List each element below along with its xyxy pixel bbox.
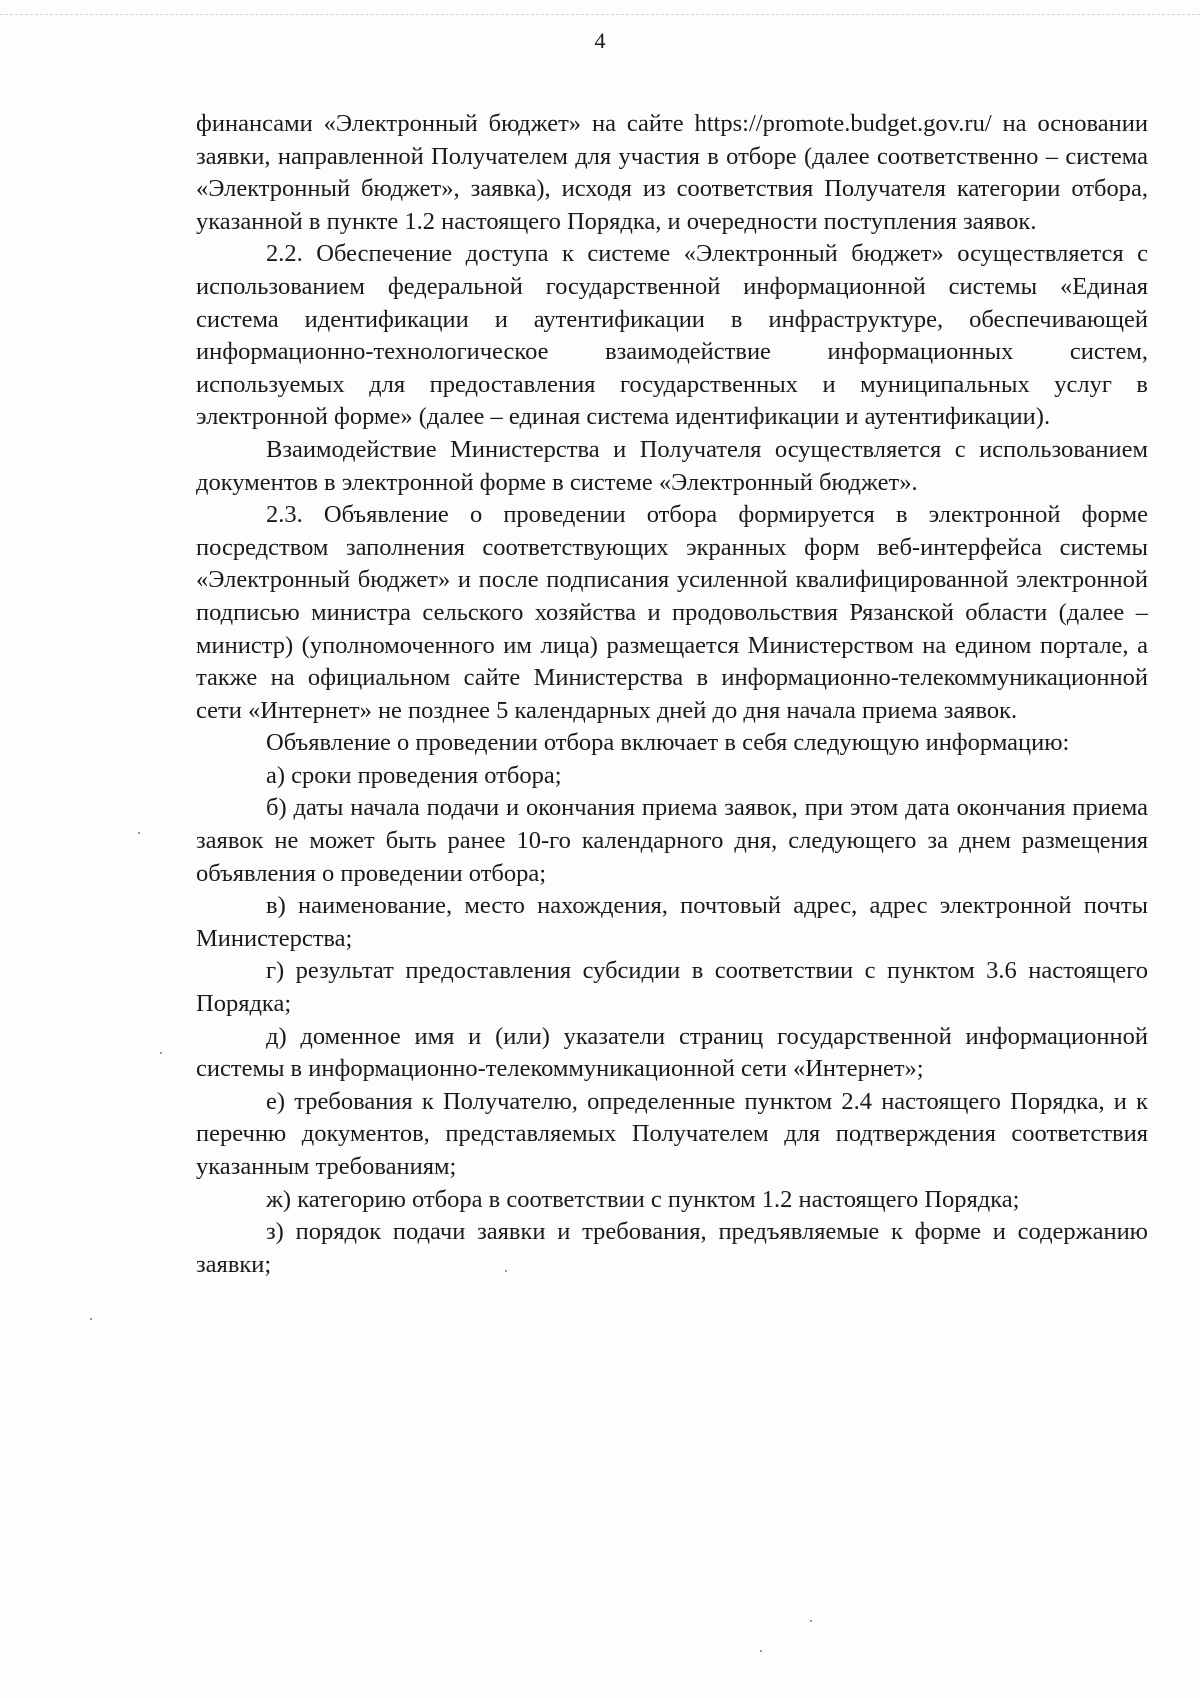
list-item-v: в) наименование, место нахождения, почтовый адрес, адрес электронной почты Министерства;	[196, 892, 1148, 952]
list-item-b: б) даты начала подачи и окончания приема заявок, при этом дата окончания приема заявок не может быть ранее 10-го календарного дня, следующего за днем размещения объявления о проведении отбора;	[196, 794, 1148, 887]
scan-speck	[90, 1318, 92, 1320]
paragraph-interaction: Взаимодействие Министерства и Получателя осуществляется с использованием документов в электронной форме в системе «Электронный бюджет».	[196, 435, 1148, 496]
scan-speck	[810, 1620, 812, 1622]
list-item-d: д) доменное имя и (или) указатели страниц государственной информационной системы в информационно-телекоммуникационной сети «Интернет»;	[196, 1022, 1148, 1083]
list-item-z: з) порядок подачи заявки и требования, предъявляемые к форме и содержанию заявки;	[196, 1218, 1148, 1278]
paragraph-continuation: финансами «Электронный бюджет» на сайте https://promote.budget.gov.ru/ на основании заявки, направленной Получателем для участия в отборе (далее соответственно – система «Электронный бюджет», заявка), исходя из соответствия Получателя категории отбора, указанной в пункте 1.2 настоящего Порядка, и очередности поступления заявок.	[196, 110, 1148, 235]
paragraph-2-3: 2.3. Объявление о проведении отбора формируется в электронной форме посредством заполнения соответствующих экранных форм веб-интерфейса системы «Электронный бюджет» и после подписания усиленной квалифицированной электронной подписью министра сельского хозяйства и продовольствия Рязанской области (далее – министр) (уполномоченного им лица) размещается Министерством на едином портале, а также на официальном сайте Министерства в информационно-телекоммуникационной сети «Интернет» не позднее 5 календарных дней до дня начала приема заявок.	[196, 501, 1148, 724]
scan-edge-artifact	[0, 14, 1200, 21]
scan-speck	[138, 832, 140, 834]
list-item-e: е) требования к Получателю, определенные пунктом 2.4 настоящего Порядка, и к перечню документов, представляемых Получателем для подтверждения соответствия указанным требованиям;	[196, 1087, 1148, 1180]
paragraph-2-2: 2.2. Обеспечение доступа к системе «Электронный бюджет» осуществляется с использованием федеральной государственной информационной системы «Единая система идентификации и аутентификации в инфраструктуре, обеспечивающей информационно-технологическое взаимодействие информационных систем, используемых для предоставления государственных и муниципальных услуг в электронной форме» (далее – единая система идентификации и аутентификации).	[196, 240, 1148, 431]
list-item-zh: ж) категорию отбора в соответствии с пунктом 1.2 настоящего Порядка;	[266, 1185, 1020, 1213]
paragraph-announcement-contents: Объявление о проведении отбора включает в себя следующую информацию:	[266, 729, 1070, 757]
scan-speck	[505, 1270, 507, 1272]
list-item-a: а) сроки проведения отбора;	[266, 761, 562, 789]
list-item-g: г) результат предоставления субсидии в соответствии с пунктом 3.6 настоящего Порядка;	[196, 957, 1148, 1018]
scan-speck	[760, 1650, 762, 1652]
document-body	[196, 108, 1148, 1281]
page-number: 4	[594, 28, 606, 53]
scan-speck	[160, 1052, 162, 1054]
